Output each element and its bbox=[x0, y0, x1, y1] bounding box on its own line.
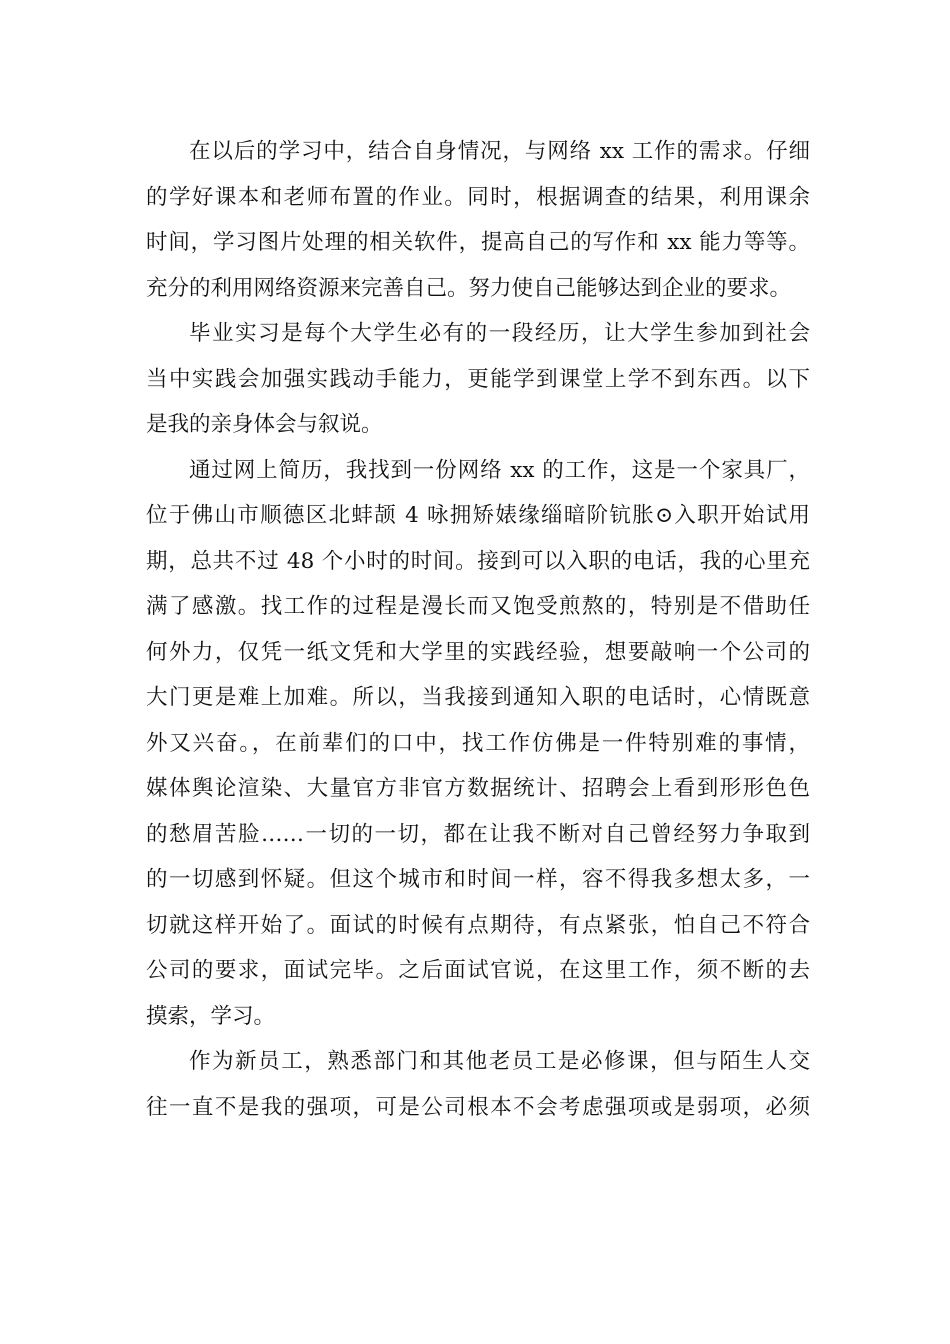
paragraph-4-line-1: 作为新员工，熟悉部门和其他老员工是必修课，但与陌生人交 bbox=[189, 1049, 810, 1074]
paragraph-3-line-3: 期，总共不过 48 个小时的时间。接到可以入职的电话，我的心里充 bbox=[146, 548, 810, 574]
paragraph-3-line-4: 满了感激。找工作的过程是漫长而又饱受煎熬的，特别是不借助任 bbox=[146, 594, 810, 619]
paragraph-1-line-1: 在以后的学习中，结合自身情况，与网络 xx 工作的需求。仔细 bbox=[189, 139, 810, 164]
paragraph-3-line-13: 摸索，学习。 bbox=[146, 1003, 276, 1029]
paragraph-1-line-3: 时间，学习图片处理的相关软件，提高自己的写作和 xx 能力等等。 bbox=[146, 230, 810, 255]
paragraph-2-line-1: 毕业实习是每个大学生必有的一段经历，让大学生参加到社会 bbox=[189, 321, 810, 346]
paragraph-3-line-1: 通过网上简历，我找到一份网络 xx 的工作，这是一个家具厂， bbox=[189, 457, 810, 483]
paragraph-3-line-9: 的愁眉苦脸……一切的一切，都在让我不断对自己曾经努力争取到 bbox=[146, 821, 810, 847]
document-body bbox=[146, 129, 810, 1130]
paragraph-4-line-2: 往一直不是我的强项，可是公司根本不会考虑强项或是弱项，必须 bbox=[146, 1094, 810, 1120]
paragraph-1-line-4: 充分的利用网络资源来完善自己。努力使自己能够达到企业的要求。 bbox=[146, 275, 792, 301]
paragraph-3-line-7: 外又兴奋。，在前辈们的口中，找工作仿佛是一件特别难的事情， bbox=[146, 730, 810, 756]
paragraph-3-line-8: 媒体舆论渲染、大量官方非官方数据统计、招聘会上看到形形色色 bbox=[146, 776, 810, 801]
paragraph-2-line-2: 当中实践会加强实践动手能力，更能学到课堂上学不到东西。以下 bbox=[146, 366, 810, 392]
paragraph-3-line-12: 公司的要求，面试完毕。之后面试官说，在这里工作，须不断的去 bbox=[146, 958, 810, 983]
paragraph-3-line-6: 大门更是难上加难。所以，当我接到通知入职的电话时，心情既意 bbox=[146, 685, 810, 710]
paragraph-3-line-11: 切就这样开始了。面试的时候有点期待，有点紧张，怕自己不符合 bbox=[146, 912, 810, 938]
paragraph-3-line-10: 的一切感到怀疑。但这个城市和时间一样，容不得我多想太多，一 bbox=[146, 867, 810, 892]
paragraph-3-line-5: 何外力，仅凭一纸文凭和大学里的实践经验，想要敲响一个公司的 bbox=[146, 639, 810, 665]
paragraph-2-line-3: 是我的亲身体会与叙说。 bbox=[146, 412, 383, 437]
paragraph-1-line-2: 的学好课本和老师布置的作业。同时，根据调查的结果，利用课余 bbox=[146, 184, 810, 210]
paragraph-3-line-2: 位于佛山市顺德区北蚌颉 4 咏拥矫婊缘缁暗阶钪胀⊙入职开始试用 bbox=[146, 503, 810, 528]
